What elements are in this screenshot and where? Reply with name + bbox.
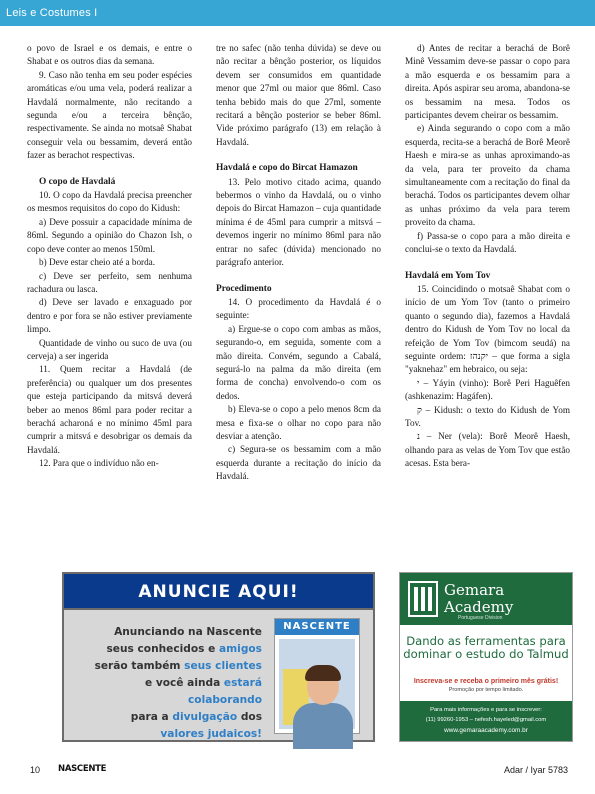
ad-line: Anunciando na Nascente [114, 626, 262, 638]
ad-line [74, 675, 262, 709]
paragraph: tre no safec (não tenha dúvida) se deve ou não recitar a bênção posterior, os líquidos devem ser consumidos em quantidade menor que 27ml ou maior que 86ml. Caso tenha bebido mais do que 27ml, somente recitará a bênção posterior se beber 86ml. Vide próximo parágrafo (13) em relação à Havdalá. [216, 43, 381, 147]
column-2 [216, 42, 381, 484]
ad-text: e você ainda [144, 677, 224, 689]
paragraph: a) Ergue-se o copo com ambas as mãos, segurando-o, em seguida, somente com a mão direita. Convém, segundo a Cabalá, segurá-lo na palma da mão direita (em forma de concha) envolvendo-o com os dedos. [216, 323, 381, 401]
ad-text: serão também [94, 660, 185, 672]
contact-phone-email[interactable]: (11) 99260-1953 – nefesh.hayeled@gmail.com [425, 717, 547, 723]
paragraph: 11. Quem recitar a Havdalá (de preferência) ou qualquer um dos presentes que esteja participando da mitsvá deverá beber ao menos 86ml para poder recitar a berachá acharoná e no mínimo 45ml para cumprir a mitsvá e desobrigar os demais da Havdalá. [27, 364, 192, 455]
ad-copy [74, 624, 262, 743]
paragraph: 14. O procedimento da Havdalá é o seguinte: [216, 296, 381, 321]
advertise-here-ad[interactable] [62, 572, 375, 742]
paragraph: d) Antes de recitar a berachá de Borê Minê Vessamim deve-se passar o copo para a mão esquerda e os bessamim para a direita. Após aspirar seu aroma, abandona-se os bessamim na mesa. Todos os participantes devem cheirar os bessamim. [405, 43, 570, 121]
page-footer [0, 758, 595, 794]
magazine-cover-image [274, 618, 360, 734]
paragraph: b) Deve estar cheio até a borda. [39, 257, 156, 268]
paragraph: 13. Pelo motivo citado acima, quando bebermos o vinho da Havdalá, ou o vinho depois do Bircat Hamazon – cuja quantidade mínima é de 45ml para cumprir a mitsvá – devemos ingerir no mínimo 86ml para não entrar no safec (dúvida) mencionado no parágrafo anterior. [216, 176, 381, 268]
section-heading: Havdalá e copo do Bircat Hamazon [216, 163, 358, 174]
contact-info-label: Para mais informações e para se inscrever: [430, 707, 542, 713]
column-3 [405, 42, 570, 471]
paragraph: f) Passa-se o copo para a mão direita e conclui-se o texto da Havdalá. [405, 230, 570, 255]
brand-name-line-2: Academy [444, 598, 514, 616]
section-heading: O copo de Havdalá [39, 176, 116, 187]
paragraph: Quantidade de vinho ou suco de uva (ou cerveja) a ser ingerida [27, 337, 192, 361]
paragraph: c) Segura-se os bessamim com a mão esquerda durante a recitação do início da Havdalá. [216, 444, 381, 482]
section-heading: Havdalá em Yom Tov [405, 270, 491, 281]
ad-highlight: divulgação [172, 711, 238, 723]
paragraph: 12. Para que o indivíduo não en- [39, 458, 159, 469]
column-1 [27, 42, 192, 471]
paragraph: b) Eleva-se o copo a pelo menos 8cm da mesa e fixa-se o olhar no copo para não desviar a atenção. [216, 404, 381, 441]
article-body [27, 42, 570, 562]
paragraph: a) Deve possuir a capacidade mínima de 86ml. Segundo a opinião do Chazon Ish, o copo deve conter ao menos 150ml. [27, 216, 192, 254]
contact-url[interactable]: www.gemaraacademy.com.br [444, 727, 528, 734]
cover-child-hair [305, 665, 341, 681]
ad-line [74, 709, 262, 726]
ad-promo: Inscreva-se e receba o primeiro mês grátis! [413, 678, 559, 685]
ad-promo-note: Promoção por tempo limitado. [448, 687, 524, 693]
cover-photo [279, 639, 355, 729]
page-number: 10 [30, 765, 41, 775]
cover-child-body [293, 703, 353, 749]
ad-banner-title: ANUNCIE AQUI! [138, 582, 299, 602]
brand-name-line-1: Gemara [444, 581, 505, 599]
paragraph: 15. Coincidindo o motsaê Shabat com o início de um Yom Tov (tanto o primeiro quanto o segundo dia), fazemos a Havdalá dentro do Kidush de Yom Tov no local da refeição de Yom Tov (bimcom seudá) na seguinte ordem: יקנהז – que forma a sigla "yaknehaz" em hebraico, ou seja: [405, 283, 570, 375]
ad-text: seus conhecidos e [106, 643, 219, 655]
nascente-logo: NASCENTE [58, 764, 107, 774]
paragraph: 10. O copo da Havdalá precisa preencher os mesmos requisitos do copo do Kidush: [27, 190, 192, 214]
section-heading: Procedimento [216, 283, 272, 294]
brand-subtitle: Portuguese Division [458, 615, 503, 621]
gemara-academy-ad[interactable] [399, 572, 573, 742]
ad-text: para a [130, 711, 173, 723]
ad-brand-header [400, 573, 572, 625]
ad-highlight: seus clientes [184, 660, 262, 672]
paragraph: י – Yáyin (vinho): Borê Peri Haguêfen (ashkenazim: Hagáfen). [405, 377, 570, 402]
ad-line [74, 641, 262, 658]
issue-date: Adar / Iyar 5783 [503, 765, 568, 775]
magazine-title: NASCENTE [275, 619, 359, 635]
paragraph: o povo de Israel e os demais, e entre o Shabat e os outros dias da semana. [27, 43, 192, 67]
ad-banner [64, 574, 373, 610]
paragraph: c) Deve ser perfeito, sem nenhuma rachadura ou lasca. [27, 270, 192, 294]
paragraph: 9. Caso não tenha em seu poder espécies aromáticas e/ou uma vela, poderá realizar a Havdalá normalmente, não recitando a segunda e/ou a terceira bênção, respectivamente. Se ainda no motsaê Shabat conseguir vela ou bessamim, deverá então fazer as berachot respectivas. [27, 69, 192, 161]
ad-text: dos [237, 711, 262, 723]
section-title: Leis e Costumes I [6, 7, 98, 19]
paragraph: d) Deve ser lavado e enxaguado por dentro e por fora se não estiver previamente limpo. [27, 297, 192, 335]
ad-line: valores judaicos! [160, 728, 262, 740]
section-header-bar [0, 0, 595, 26]
ad-headline: Dando as ferramentas para dominar o estudo do Talmud [403, 634, 569, 661]
ad-highlight: amigos [219, 643, 262, 655]
ad-highlight: estará colaborando [188, 677, 262, 706]
ad-contact-footer [400, 701, 572, 741]
ad-line [74, 658, 262, 675]
gemara-academy-logo-icon [408, 581, 438, 617]
paragraph: נ – Ner (vela): Borê Meorê Haesh, olhando para as velas de Yom Tov que estão acesas. Esta bera- [405, 431, 570, 469]
paragraph: ק – Kidush: o texto do Kidush de Yom Tov. [405, 404, 570, 428]
paragraph: e) Ainda segurando o copo com a mão esquerda, recita-se a berachá de Borê Meorê Haesh e mira-se as unhas aproximando-as da vela, para ter proveito da chama simultaneamente com a recitação do final da berachá. Todos os participantes devem olhar as unhas próximo da vela para terem proveito da chama. [405, 123, 570, 228]
